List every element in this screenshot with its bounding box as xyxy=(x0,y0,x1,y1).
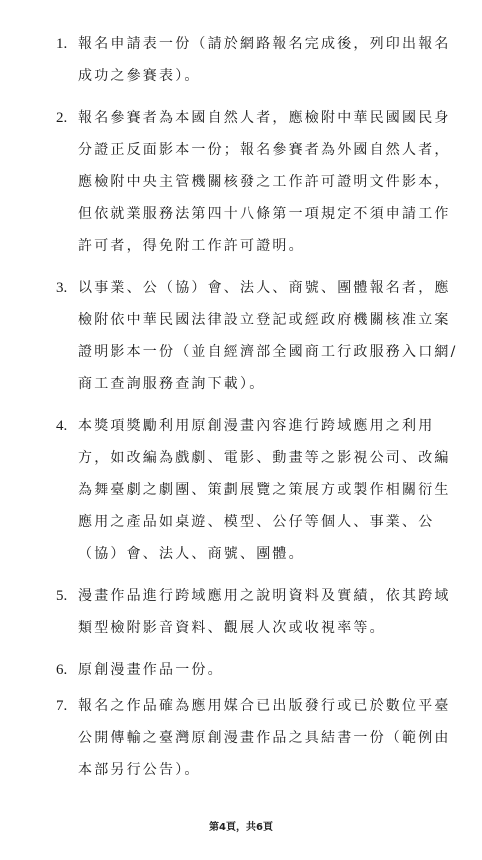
item-text: 本獎項獎勵利用原創漫畫內容進行跨域應用之利用方，如改編為戲劇、電影、動畫等之影視公司、改編為舞臺劇之劇團、策劃展覽之策展方或製作相關衍生應用之產品如桌遊、模型、公仔等個人、事業、公（協）會、法人、商號、團體。 xyxy=(78,418,451,562)
item-number: 5. xyxy=(56,588,68,604)
item-number: 2. xyxy=(56,110,68,126)
item-text: 原創漫畫作品一份。 xyxy=(78,662,224,678)
list-item xyxy=(44,654,464,686)
item-number: 6. xyxy=(56,662,68,678)
item-number: 4. xyxy=(56,418,68,434)
list-item xyxy=(44,102,464,262)
item-text: 以事業、公（協）會、法人、商號、團體報名者，應檢附依中華民國法律設立登記或經政府機關核准立案證明影本一份（並自經濟部全國商工行政服務入口網/商工查詢服務查詢下載）。 xyxy=(78,280,458,392)
page-footer: 第4頁，共6頁 xyxy=(209,822,273,833)
list-item xyxy=(44,28,464,92)
item-number: 1. xyxy=(56,36,68,52)
requirements-list xyxy=(44,28,464,786)
item-number: 7. xyxy=(56,698,68,714)
item-text: 漫畫作品進行跨域應用之說明資料及實績，依其跨域類型檢附影音資料、觀展人次或收視率等。 xyxy=(78,588,451,636)
item-number: 3. xyxy=(56,280,68,296)
list-item xyxy=(44,580,464,644)
item-text: 報名參賽者為本國自然人者，應檢附中華民國國民身分證正反面影本一份；報名參賽者為外國自然人者，應檢附中央主管機關核發之工作許可證明文件影本，但依就業服務法第四十八條第一項規定不須申請工作許可者，得免附工作許可證明。 xyxy=(78,110,451,254)
list-item xyxy=(44,690,464,786)
list-item xyxy=(44,410,464,570)
list-item xyxy=(44,272,464,400)
item-text: 報名申請表一份（請於網路報名完成後，列印出報名成功之參賽表）。 xyxy=(78,36,451,84)
item-text: 報名之作品確為應用媒合已出版發行或已於數位平臺公開傳輸之臺灣原創漫畫作品之具結書一份（範例由本部另行公告）。 xyxy=(78,698,451,778)
